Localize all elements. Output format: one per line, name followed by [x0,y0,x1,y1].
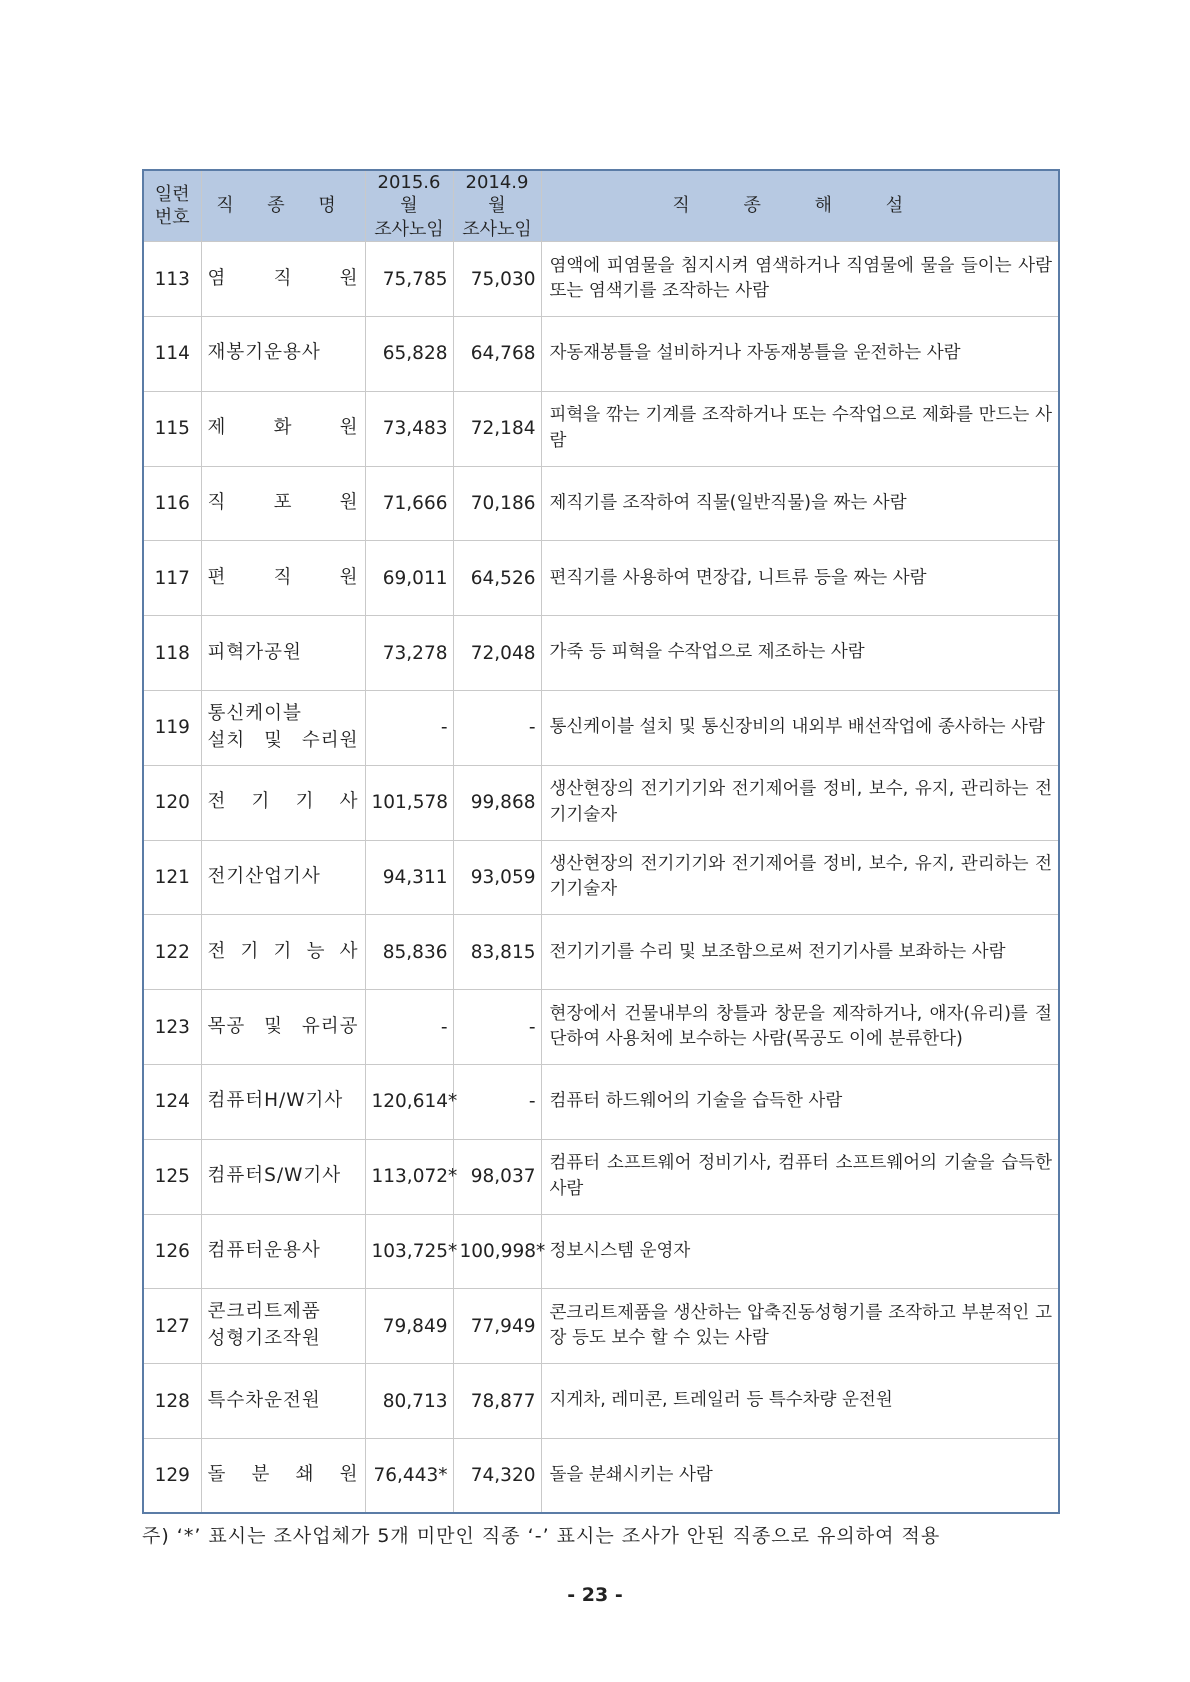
cell-job-description: 지게차, 레미콘, 트레일러 등 특수차량 운전원 [541,1364,1059,1439]
table-body [143,242,1059,1514]
cell-wage-2014: - [453,990,541,1065]
table-row [143,915,1059,990]
table-row [143,765,1059,840]
cell-serial-no: 113 [143,242,201,317]
cell-job-description: 가죽 등 피혁을 수작업으로 제조하는 사람 [541,616,1059,691]
table-row [143,1438,1059,1513]
cell-job-description: 정보시스템 운영자 [541,1214,1059,1289]
wage-table [142,169,1060,1514]
header-job-description-label: 직 종 해 설 [672,195,928,217]
cell-wage-2015: 85,836 [365,915,453,990]
cell-job-name: 재봉기운용사 [201,316,365,391]
cell-wage-2014: 64,768 [453,316,541,391]
cell-serial-no: 114 [143,316,201,391]
header-wage-2015 [365,170,453,242]
cell-job-description: 생산현장의 전기기기와 전기제어를 정비, 보수, 유지, 관리하는 전기기술자 [541,765,1059,840]
page-number: - 23 - [567,1584,623,1606]
cell-wage-2015: 80,713 [365,1364,453,1439]
cell-wage-2014: - [453,1064,541,1139]
cell-serial-no: 129 [143,1438,201,1513]
cell-job-description: 전기기기를 수리 및 보조함으로써 전기기사를 보좌하는 사람 [541,915,1059,990]
header-job-description [541,170,1059,242]
cell-wage-2015: 113,072* [365,1139,453,1214]
table-row [143,541,1059,616]
cell-job-name: 직 포 원 [201,466,365,541]
cell-serial-no: 121 [143,840,201,915]
cell-job-name: 돌 분 쇄 원 [201,1438,365,1513]
cell-job-name: 콘크리트제품 성형기조작원 [201,1289,365,1364]
table-row [143,1064,1059,1139]
cell-serial-no: 128 [143,1364,201,1439]
cell-serial-no: 116 [143,466,201,541]
cell-wage-2014: 99,868 [453,765,541,840]
cell-serial-no: 119 [143,690,201,765]
cell-job-description: 콘크리트제품을 생산하는 압축진동성형기를 조작하고 부분적인 고장 등도 보수 할 수 있는 사람 [541,1289,1059,1364]
table-row [143,242,1059,317]
cell-job-description: 돌을 분쇄시키는 사람 [541,1438,1059,1513]
cell-job-description: 피혁을 깎는 기계를 조작하거나 또는 수작업으로 제화를 만드는 사람 [541,391,1059,466]
cell-serial-no: 125 [143,1139,201,1214]
cell-wage-2014: 98,037 [453,1139,541,1214]
table-row [143,1214,1059,1289]
table-row [143,616,1059,691]
cell-job-name: 전기산업기사 [201,840,365,915]
table-row [143,316,1059,391]
cell-wage-2014: - [453,690,541,765]
cell-wage-2014: 74,320 [453,1438,541,1513]
cell-job-description: 생산현장의 전기기기와 전기제어를 정비, 보수, 유지, 관리하는 전기기술자 [541,840,1059,915]
header-job-name-label: 직 종 명 [216,195,350,217]
cell-wage-2015: 73,278 [365,616,453,691]
cell-wage-2015: - [365,990,453,1065]
cell-serial-no: 115 [143,391,201,466]
cell-serial-no: 122 [143,915,201,990]
cell-wage-2014: 83,815 [453,915,541,990]
cell-job-description: 컴퓨터 하드웨어의 기술을 습득한 사람 [541,1064,1059,1139]
cell-wage-2015: 69,011 [365,541,453,616]
cell-job-name: 컴퓨터운용사 [201,1214,365,1289]
cell-job-description: 제직기를 조작하여 직물(일반직물)을 짜는 사람 [541,466,1059,541]
cell-wage-2015: 75,785 [365,242,453,317]
table-row [143,466,1059,541]
cell-wage-2015: 76,443* [365,1438,453,1513]
cell-wage-2014: 100,998* [453,1214,541,1289]
cell-wage-2014: 77,949 [453,1289,541,1364]
cell-wage-2015: 71,666 [365,466,453,541]
cell-job-name: 전 기 기 능 사 [201,915,365,990]
cell-job-name: 전 기 기 사 [201,765,365,840]
header-wage-2014-label: 2014.9월 조사노임 [462,172,532,240]
cell-wage-2015: 94,311 [365,840,453,915]
cell-job-name: 피혁가공원 [201,616,365,691]
cell-serial-no: 123 [143,990,201,1065]
cell-job-name: 컴퓨터H/W기사 [201,1064,365,1139]
cell-wage-2015: 101,578 [365,765,453,840]
cell-wage-2015: 103,725* [365,1214,453,1289]
cell-serial-no: 124 [143,1064,201,1139]
table-header-row [143,170,1059,242]
cell-job-name: 염 직 원 [201,242,365,317]
header-wage-2015-label: 2015.6월 조사노임 [374,172,444,240]
cell-serial-no: 126 [143,1214,201,1289]
cell-wage-2014: 75,030 [453,242,541,317]
cell-job-name: 특수차운전원 [201,1364,365,1439]
cell-wage-2014: 72,184 [453,391,541,466]
cell-job-name: 통신케이블 설치 및 수리원 [201,690,365,765]
cell-wage-2015: 120,614* [365,1064,453,1139]
table-row [143,391,1059,466]
cell-job-description: 통신케이블 설치 및 통신장비의 내외부 배선작업에 종사하는 사람 [541,690,1059,765]
cell-job-description: 컴퓨터 소프트웨어 정비기사, 컴퓨터 소프트웨어의 기술을 습득한 사람 [541,1139,1059,1214]
header-serial-no [143,170,201,242]
header-serial-no-label: 일련 번호 [154,183,190,229]
cell-wage-2014: 78,877 [453,1364,541,1439]
header-wage-2014 [453,170,541,242]
cell-wage-2015: - [365,690,453,765]
cell-wage-2014: 64,526 [453,541,541,616]
cell-job-name: 컴퓨터S/W기사 [201,1139,365,1214]
cell-serial-no: 120 [143,765,201,840]
table-row [143,990,1059,1065]
table-row [143,1289,1059,1364]
cell-job-name: 제 화 원 [201,391,365,466]
cell-wage-2014: 70,186 [453,466,541,541]
cell-serial-no: 127 [143,1289,201,1364]
cell-serial-no: 118 [143,616,201,691]
table-row [143,840,1059,915]
cell-job-name: 편 직 원 [201,541,365,616]
cell-job-description: 자동재봉틀을 설비하거나 자동재봉틀을 운전하는 사람 [541,316,1059,391]
footnote: 주) ‘*’ 표시는 조사업체가 5개 미만인 직종 ‘-’ 표시는 조사가 안된 직종으로 유의하여 적용 [142,1525,941,1547]
cell-wage-2014: 93,059 [453,840,541,915]
cell-job-description: 염액에 피염물을 침지시켜 염색하거나 직염물에 물을 들이는 사람 또는 염색기를 조작하는 사람 [541,242,1059,317]
cell-wage-2014: 72,048 [453,616,541,691]
table-row [143,690,1059,765]
cell-job-name: 목공 및 유리공 [201,990,365,1065]
cell-wage-2015: 65,828 [365,316,453,391]
cell-job-description: 편직기를 사용하여 면장갑, 니트류 등을 짜는 사람 [541,541,1059,616]
cell-wage-2015: 79,849 [365,1289,453,1364]
cell-job-description: 현장에서 건물내부의 창틀과 창문을 제작하거나, 애자(유리)를 절단하여 사용처에 보수하는 사람(목공도 이에 분류한다) [541,990,1059,1065]
header-job-name [201,170,365,242]
cell-serial-no: 117 [143,541,201,616]
table-row [143,1364,1059,1439]
cell-wage-2015: 73,483 [365,391,453,466]
table-row [143,1139,1059,1214]
